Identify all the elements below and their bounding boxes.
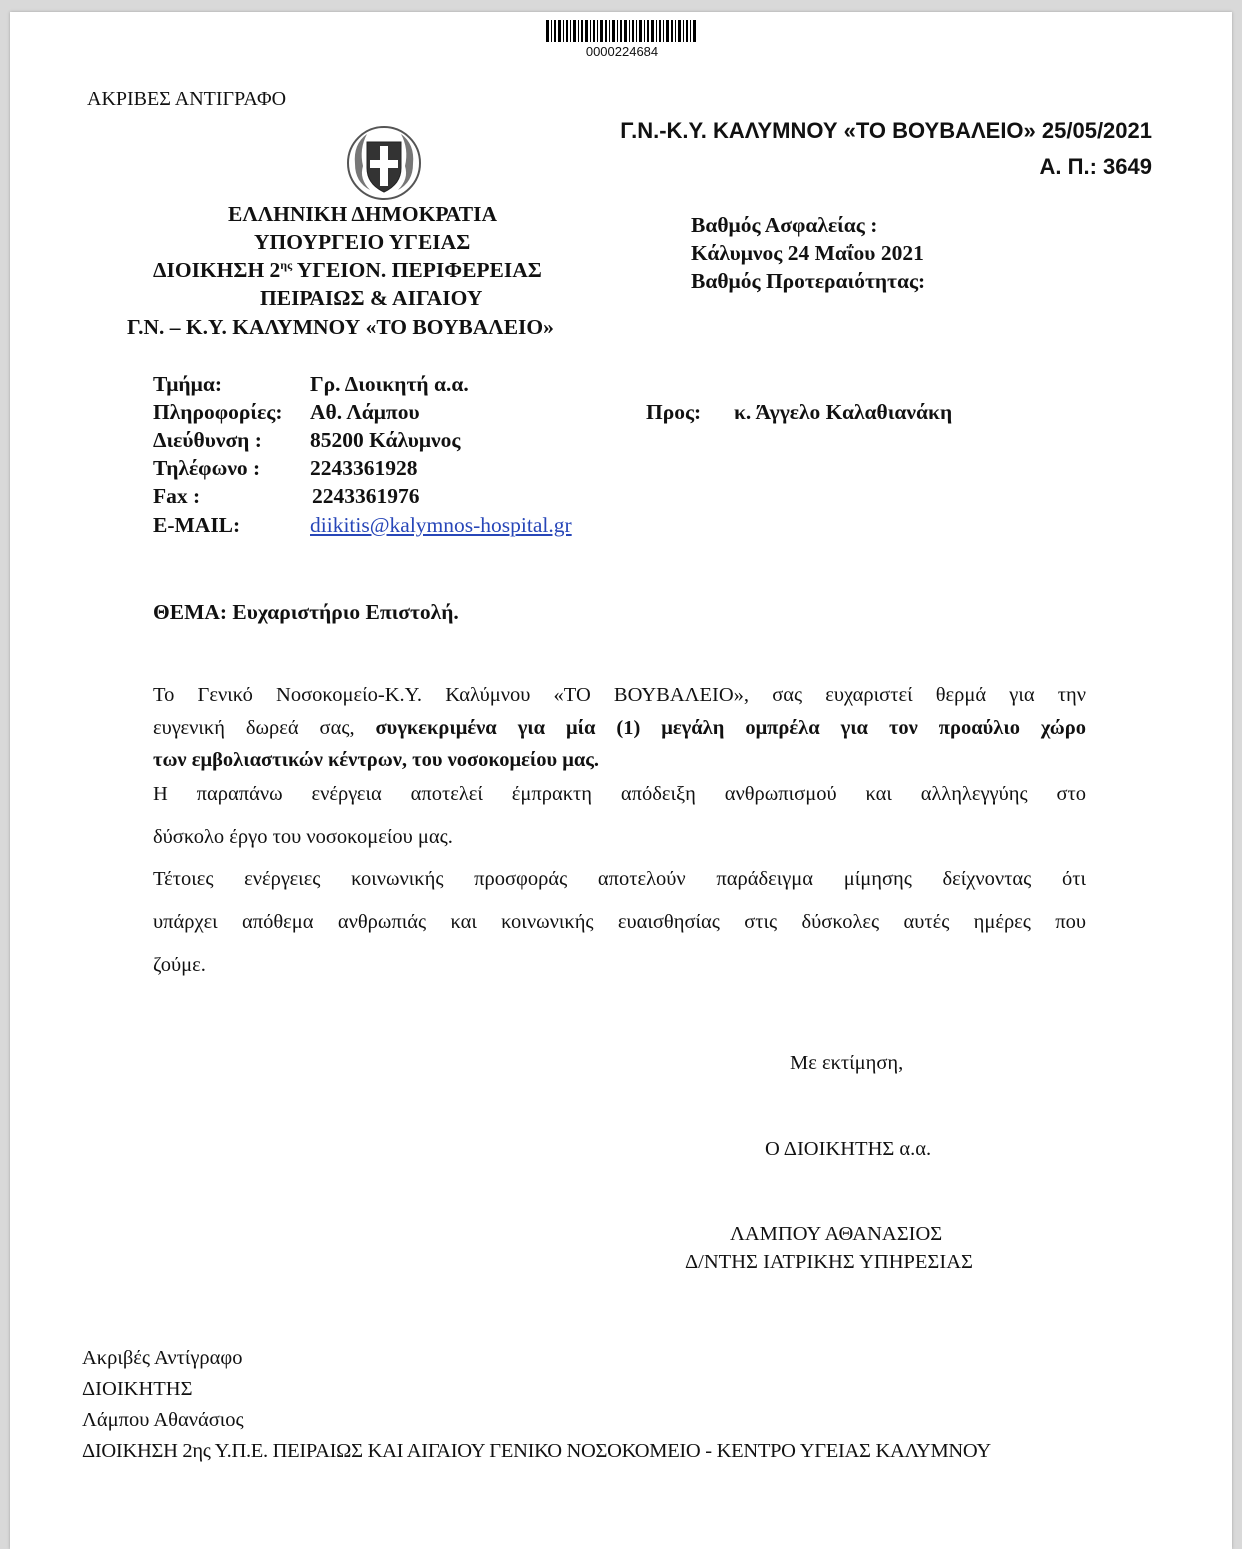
body-line: Το Γενικό Νοσοκομείο-Κ.Υ. Καλύμνου «ΤΟ ΒΟΥΒΑΛΕΙΟ», σας ευχαριστεί θερμά για την [153,684,1086,706]
body-line: των εμβολιαστικών κέντρων, του νοσοκομείου μας. [153,749,600,771]
letter-date: Κάλυμνος 24 Μαΐου 2021 [691,241,924,265]
info-label: Πληροφορίες: [153,400,283,424]
fax-value: 2243361976 [312,484,420,508]
protocol-header: Γ.Ν.-Κ.Υ. ΚΑΛΥΜΝΟΥ «ΤΟ ΒΟΥΒΑΛΕΙΟ» 25/05/2021 [620,118,1152,143]
security-level: Βαθμός Ασφαλείας : [691,213,878,237]
body-line: Τέτοιες ενέργειες κοινωνικής προσφοράς αποτελούν παράδειγμα μίμησης δείχνοντας ότι [153,868,1086,890]
authority-health-region: ΔΙΟΙΚΗΣΗ $2^{\eta\varsigma}$ ΥΓΕΙΟΝ. ΠΕΡΙΦΕΡΕΙΑΣ [153,258,542,283]
address-value: 85200 Κάλυμνος [310,428,461,452]
body-line: υπάρχει απόθεμα ανθρωπιάς και κοινωνικής ευαισθησίας στις δύσκολες αυτές ημέρες που [153,911,1086,933]
department-value: Γρ. Διοικητή α.α. [310,372,469,396]
recipient-name: κ. Άγγελο Καλαθιανάκη [734,400,953,424]
email-label: E-MAIL: [153,513,241,537]
barcode-number: 0000224684 [585,44,659,59]
body-line: Η παραπάνω ενέργεια αποτελεί έμπρακτη απόδειξη ανθρωπισμού και αλληλεγγύης στο [153,783,1086,805]
authority-ministry: ΥΠΟΥΡΓΕΙΟ ΥΓΕΙΑΣ [254,230,471,254]
certifier-name: Λάμπου Αθανάσιος [82,1409,244,1431]
authority-region: ΠΕΙΡΑΙΩΣ & ΑΙΓΑΙΟΥ [260,286,483,310]
address-label: Διεύθυνση : [153,428,262,452]
authority-republic: ΕΛΛΗΝΙΚΗ ΔΗΜΟΚΡΑΤΙΑ [228,202,498,226]
signatory-title: Δ/ΝΤΗΣ ΙΑΤΡΙΚΗΣ ΥΠΗΡΕΣΙΑΣ [685,1251,973,1273]
phone-value: 2243361928 [310,456,418,480]
email-link[interactable]: diikitis@kalymnos-hospital.gr [310,513,572,537]
closing-regards: Με εκτίμηση, [790,1052,904,1074]
recipient-label: Προς: [646,400,702,424]
body-line: ζούμε. [153,954,206,976]
signatory-role: Ο ΔΙΟΙΚΗΤΗΣ α.α. [765,1138,932,1160]
exact-copy-heading: ΑΚΡΙΒΕΣ ΑΝΤΙΓΡΑΦΟ [87,88,287,110]
phone-label: Τηλέφωνο : [153,456,261,480]
department-label: Τμήμα: [153,372,222,396]
document-page [10,12,1232,1549]
protocol-number: Α. Π.: 3649 [1039,154,1152,179]
info-value: Αθ. Λάμπου [310,400,420,424]
body-line: δύσκολο έργο του νοσοκομείου μας. [153,826,453,848]
certifier-role: ΔΙΟΙΚΗΤΗΣ [82,1378,193,1400]
priority-level: Βαθμός Προτεραιότητας: [691,269,926,293]
certified-copy-label: Ακριβές Αντίγραφο [82,1347,243,1369]
subject-line: ΘΕΜΑ: Ευχαριστήριο Επιστολή. [153,600,459,624]
signatory-name: ΛΑΜΠΟΥ ΑΘΑΝΑΣΙΟΣ [730,1223,943,1245]
greek-coat-of-arms-icon [345,124,423,202]
fax-label: Fax : [153,484,201,508]
body-line: ευγενική δωρεά σας, συγκεκριμένα για μία (1) μεγάλη ομπρέλα για τον προαύλιο χώρο [153,717,1086,739]
certifier-organization: ΔΙΟΙΚΗΣΗ 2ης Υ.Π.Ε. ΠΕΙΡΑΙΩΣ ΚΑΙ ΑΙΓΑΙΟΥ ΓΕΝΙΚΟ ΝΟΣΟΚΟΜΕΙΟ - ΚΕΝΤΡΟ ΥΓΕΙΑΣ ΚΑΛΥΜΝΟΥ [82,1440,991,1462]
barcode [546,20,698,42]
authority-hospital: Γ.Ν. – Κ.Υ. ΚΑΛΥΜΝΟΥ «ΤΟ ΒΟΥΒΑΛΕΙΟ» [127,315,554,339]
